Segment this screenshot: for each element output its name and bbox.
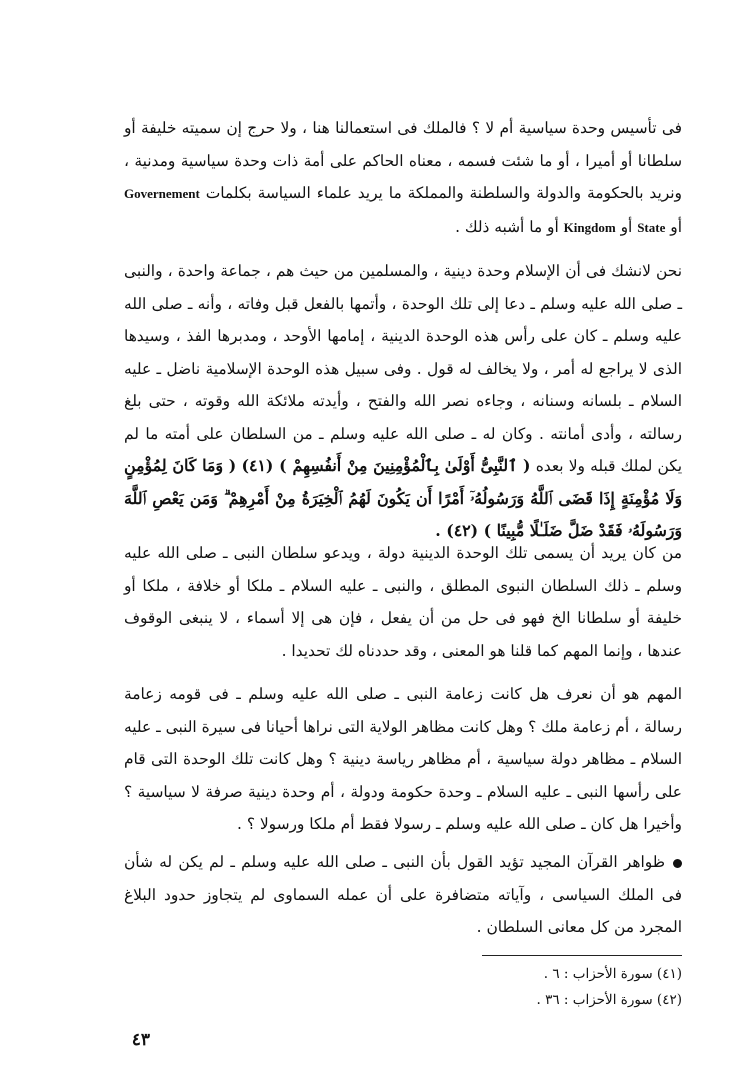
paragraph-4-text: المهم هو أن نعرف هل كانت زعامة النبى ـ صلى الله عليه وسلم ـ فى قومه زعامة رسالة ، أم زعامة ملك ؟ وهل كانت مظاهر الولاية التى نراها أحيانا فى سيرة النبى ـ عليه السلام ـ مظاهر دولة سياسية ، أم مظاهر رياسة دينية ؟ وهل كانت تلك الوحدة التى قام على رأسها النبى ـ عليه السلام ـ وحدة حكومة ودولة ، أم وحدة دينية صرفة لا سياسية ؟ وأخيرا هل كان ـ صلى الله عليه وسلم ـ رسولا فقط أم ملكا ورسولا ؟ . <box>124 685 682 833</box>
paragraph-4 <box>124 678 682 841</box>
paragraph-1-ending: أو ما أشبه ذلك . <box>455 217 559 236</box>
quran-verse-2: ( وَمَا كَانَ لِمُؤْمِنٍ وَلَا مُؤْمِنَةٍ إِذَا قَضَى ٱللَّهُ وَرَسُولُهُۥٓ أَمْرًا أَن يَكُونَ لَهُمُ ٱلْخِيَرَةُ مِنْ أَمْرِهِمْ ۗ وَمَن يَعْصِ ٱللَّهَ وَرَسُولَهُۥ فَقَدْ ضَلَّ ضَلَـٰلًا مُّبِينًا ) (٤٢) . <box>124 456 682 540</box>
term-state: State <box>637 219 666 235</box>
paragraph-3-text: من كان يريد أن يسمى تلك الوحدة الدينية دولة ، ويدعو سلطان النبى ـ صلى الله عليه وسلم ـ ذلك السلطان النبوى المطلق ، والنبى ـ عليه السلام ـ ملكا أو خلافة ، ملكا أو خليفة أو سلطانا الخ فهو فى حل من أن يفعل ، فإن هى إلا أسماء ، لا ينبغى الوقوف عندها ، وإنما المهم كما قلنا هو المعنى ، وقد حددناه لك تحديدا . <box>124 544 682 660</box>
paragraph-2 <box>124 255 682 548</box>
paragraph-5 <box>124 846 682 944</box>
footnote-41: (٤١) سورة الأحزاب : ٦ . <box>543 966 682 982</box>
term-kingdom: Kingdom <box>563 219 616 235</box>
quran-verse-1: ( ٱلنَّبِىُّ أَوْلَىٰ بِٱلْمُؤْمِنِينَ مِنْ أَنفُسِهِمْ ) (٤١) <box>241 456 531 475</box>
footnote-divider <box>482 955 682 956</box>
word-or-2: أو <box>620 217 633 236</box>
term-governement: Governement <box>124 186 200 201</box>
word-or-1: أو <box>670 217 682 236</box>
page-number: ٤٣ <box>131 1030 150 1050</box>
footnote-42: (٤٢) سورة الأحزاب : ٣٦ . <box>536 992 682 1008</box>
paragraph-5-text: ظواهر القرآن المجيد تؤيد القول بأن النبى ـ صلى الله عليه وسلم ـ لم يكن له شأن فى الملك السياسى ، وآياته متضافرة على أن عمله السماوى لم يتجاوز حدود البلاغ المجرد من كل معانى السلطان . <box>124 853 682 936</box>
paragraph-3 <box>124 537 682 667</box>
bullet-icon <box>673 859 682 868</box>
paragraph-2-text: نحن لانشك فى أن الإسلام وحدة دينية ، والمسلمين من حيث هم ، جماعة واحدة ، والنبى ـ صلى الله عليه وسلم ـ دعا إلى تلك الوحدة ، وأتمها بالفعل قبل وفاته ، وأنه ـ صلى الله عليه وسلم ـ كان على رأس هذه الوحدة الدينية ، إمامها الأوحد ، ومدبرها الفذ ، وسيدها الذى لا يراجع له أمر ، ولا يخالف له قول . وفى سبيل هذه الوحدة الإسلامية ناضل ـ عليه السلام ـ بلسانه وسنانه ، وجاءه نصر الله والفتح ، وأيدته ملائكة الله وقوته ، حتى بلغ رسالته ، وأدى أمانته . وكان له ـ صلى الله عليه وسلم ـ من السلطان على أمته ما لم يكن لملك قبله ولا بعده <box>124 262 682 475</box>
paragraph-1 <box>124 112 682 244</box>
paragraph-1-text: فى تأسيس وحدة سياسية أم لا ؟ فالملك فى استعمالنا هنا ، ولا حرج إن سميته خليفة أو سلطانا أو أميرا ، أو ما شئت فسمه ، معناه الحاكم على أمة ذات وحدة سياسية ومدنية ، ونريد بالحكومة والدولة والسلطنة والمملكة ما يريد علماء السياسة بكلمات <box>124 119 682 202</box>
